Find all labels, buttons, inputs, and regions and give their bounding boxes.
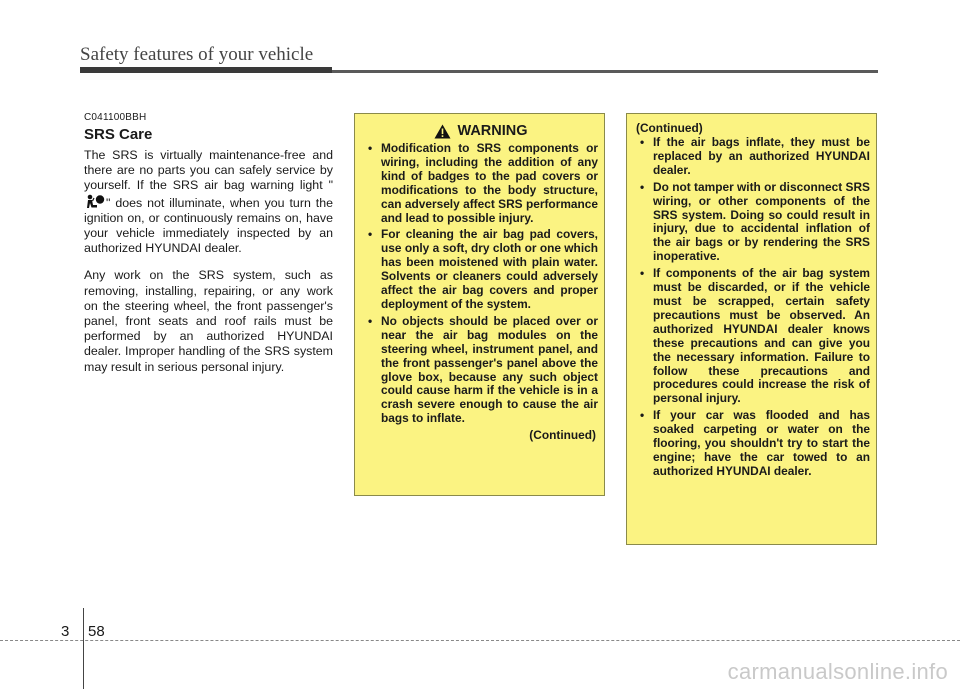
footer-rule	[0, 640, 960, 642]
chapter-number: 3	[61, 623, 70, 640]
list-item: • If the air bags inflate, they must be replaced by an authorized HYUNDAI dealer.	[640, 135, 870, 177]
list-item: • Modification to SRS components or wiring, including the addition of any kind of badges to the pad covers or modifications to the body structure, can adversely affect SRS performance and lead to possible injury.	[368, 141, 598, 225]
warning-continued-label: (Continued)	[529, 428, 596, 443]
watermark: carmanualsonline.info	[727, 659, 948, 684]
warning-list	[364, 142, 598, 426]
header-bar	[80, 67, 332, 73]
list-item: • For cleaning the air bag pad covers, use only a soft, dry cloth or one which has been moistened with plain water. Solvents or cleaners could adversely affect the air bag covers and proper deployment of the system.	[368, 227, 598, 311]
warning-heading	[364, 123, 598, 139]
continued-list	[636, 136, 870, 479]
footer-divider	[83, 608, 84, 689]
page-number: 58	[88, 623, 105, 640]
paragraph-srs-maintenance	[84, 148, 333, 256]
list-item: • Do not tamper with or disconnect SRS wiring, or other components of the SRS system. Doing so could result in injury, due to accidental inflation of the air bags or by rendering the SRS inoperative.	[640, 179, 870, 264]
body-text	[84, 148, 333, 387]
paragraph-text-before-icon: The SRS is virtually maintenance-free and there are no parts you can safely service by yourself. If the SRS air bag warning light "	[84, 148, 333, 193]
continued-warning-box	[626, 113, 877, 545]
section-title: SRS Care	[84, 126, 153, 143]
list-item: • No objects should be placed over or near the air bag modules on the steering wheel, instrument panel, and the front passenger's panel above the glove box, because any such object could cause harm if the vehicle is in a crash severe enough to cause the air bags to inflate.	[368, 313, 598, 426]
list-item: • If components of the air bag system must be discarded, or if the vehicle must be scrapped, certain safety precautions must be observed. An authorized HYUNDAI dealer knows these precautions and can give you the necessary information. Failure to follow these precautions and procedures could increase the risk of personal injury.	[640, 266, 870, 406]
warning-box	[354, 113, 605, 496]
airbag-warning-icon	[84, 194, 106, 210]
page-header-title: Safety features of your vehicle	[80, 44, 314, 65]
continued-title: (Continued)	[636, 121, 703, 135]
section-code: C041100BBH	[84, 112, 147, 123]
paragraph-srs-work: Any work on the SRS system, such as removing, installing, repairing, or any work on the steering wheel, the front passenger's panel, front seats and roof rails must be performed by an authorized HYUNDAI dealer. Improper handling of the SRS system may result in serious personal injury.	[84, 268, 333, 374]
warning-triangle-icon	[434, 124, 451, 139]
list-item: • If your car was flooded and has soaked carpeting or water on the flooring, you shouldn't try to start the engine; have the car towed to an authorized HYUNDAI dealer.	[640, 408, 870, 478]
paragraph-text-after-icon: " does not illuminate, when you turn the ignition on, or continuously remains on, have your vehicle immediately inspected by an authorized HYUNDAI dealer.	[84, 195, 333, 256]
warning-title: WARNING	[457, 123, 528, 139]
